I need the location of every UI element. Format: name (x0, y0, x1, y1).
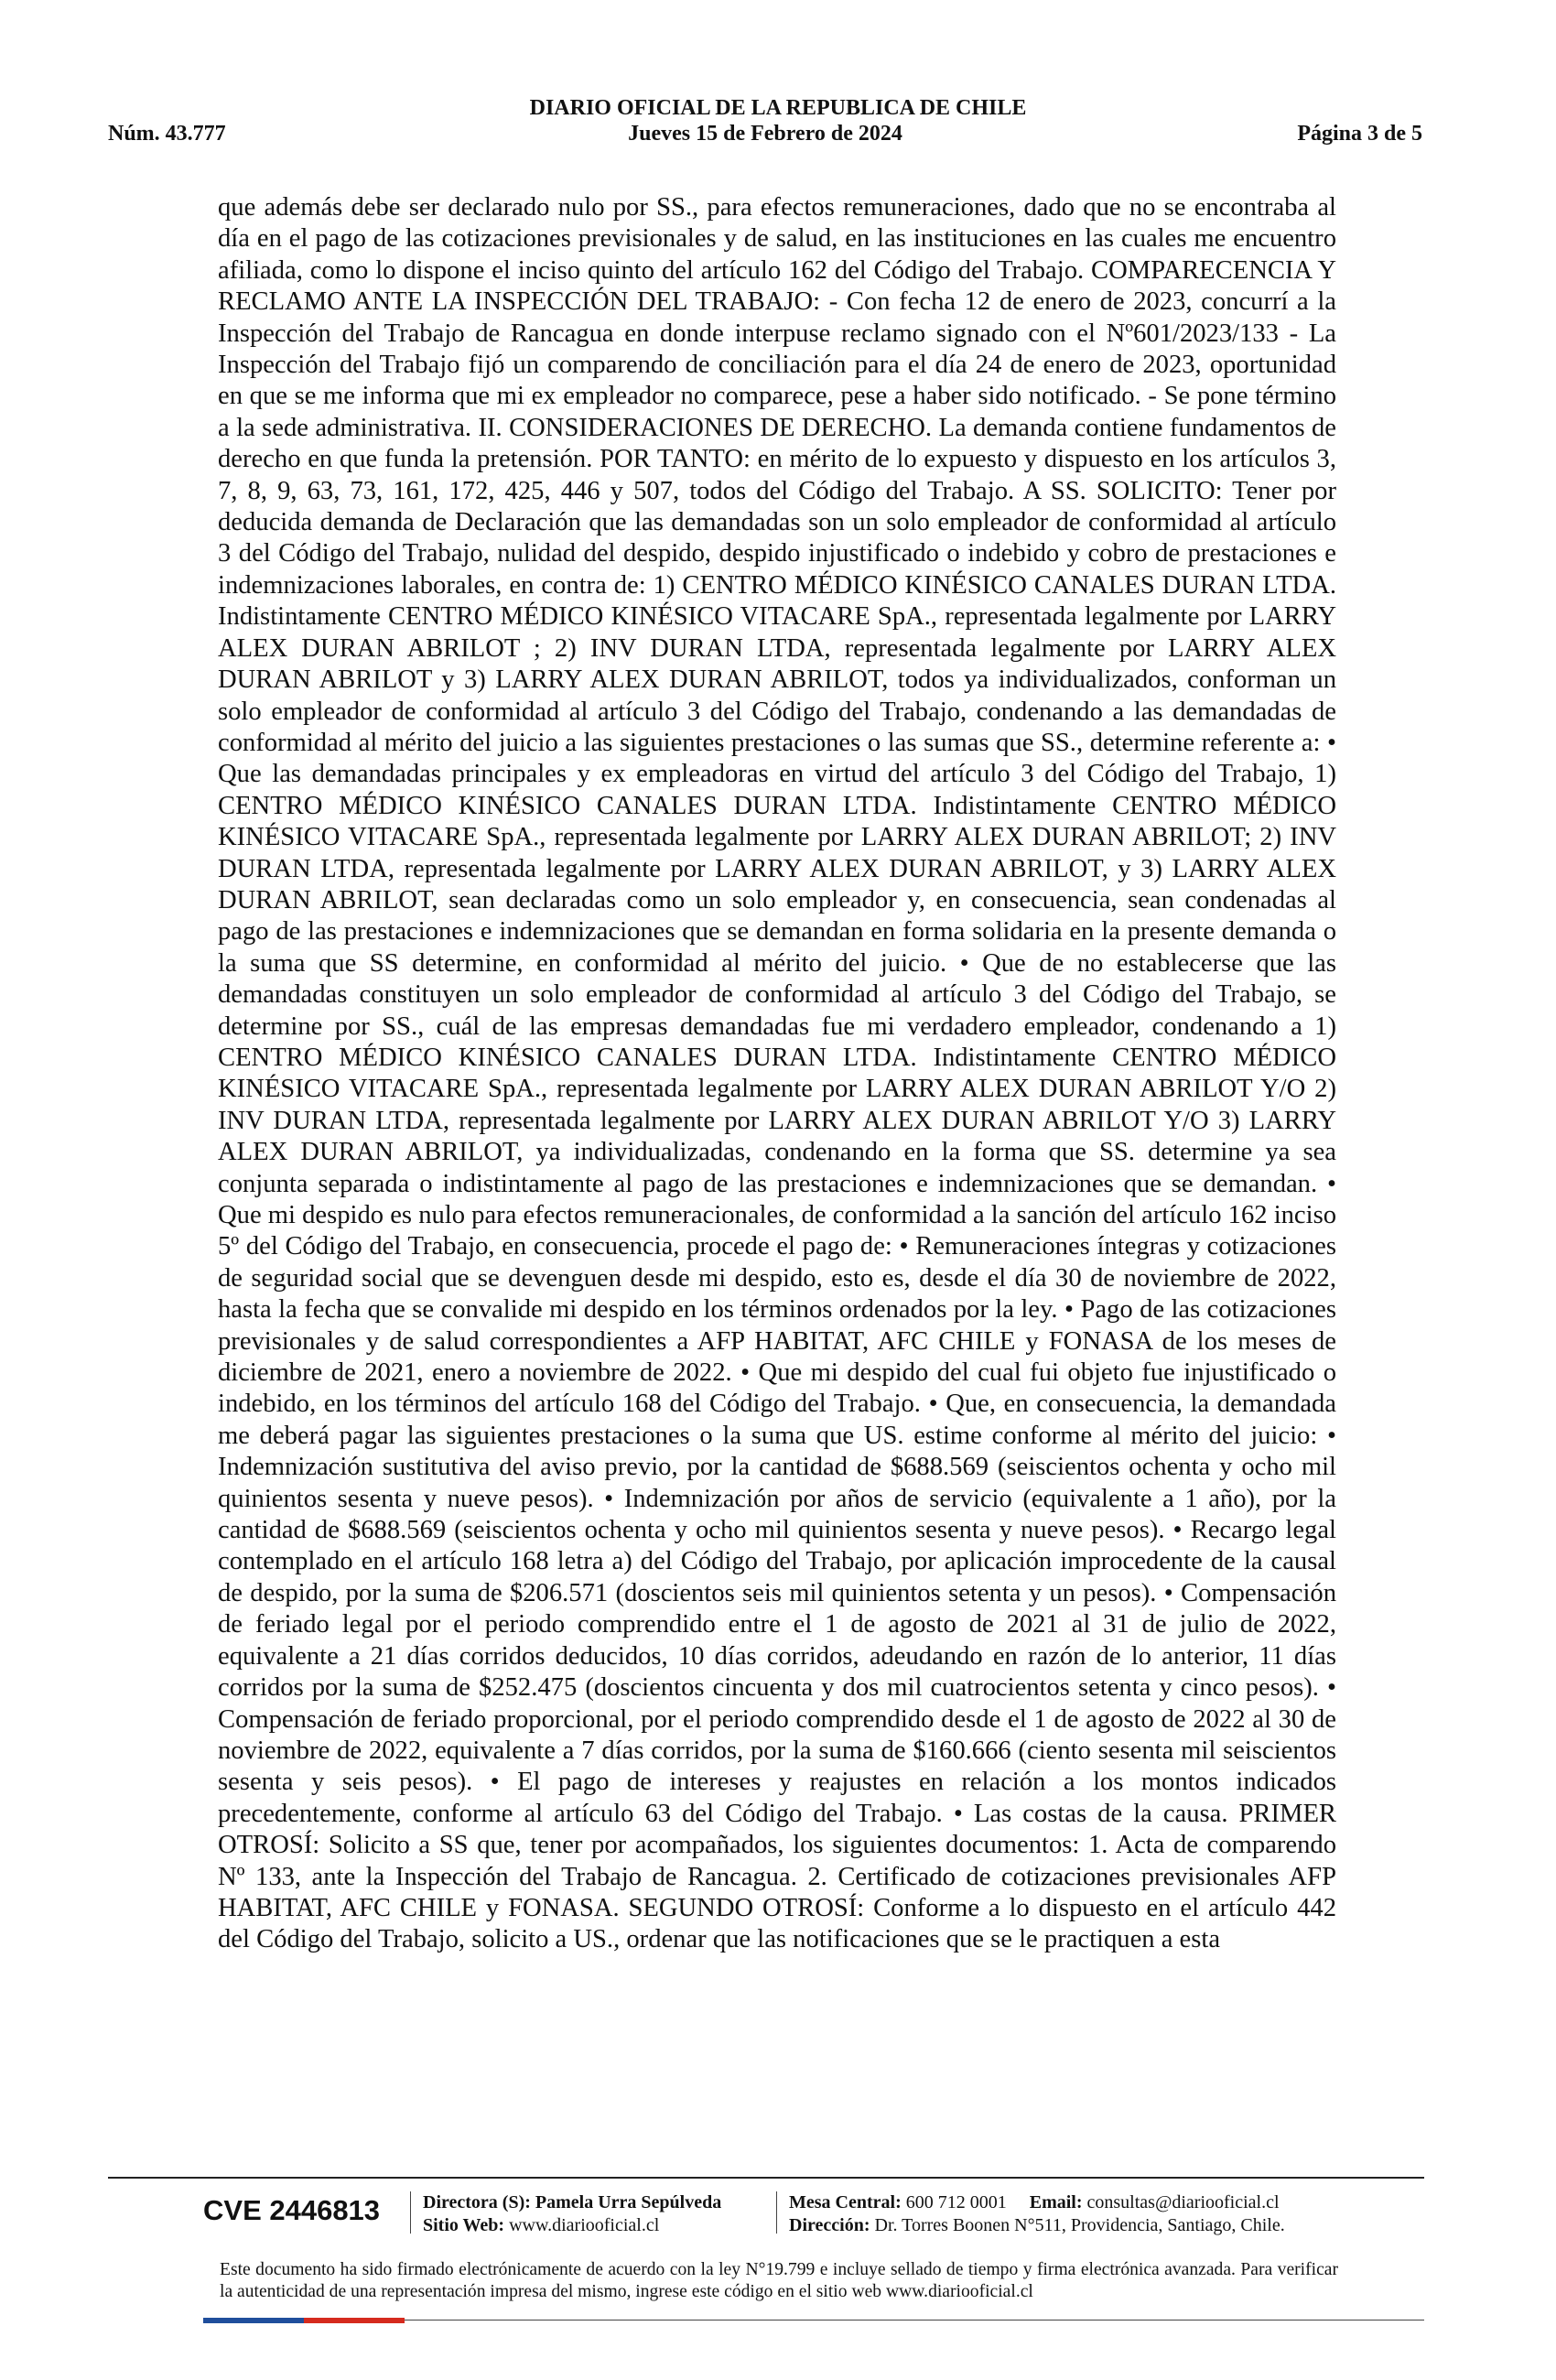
header-title: DIARIO OFICIAL DE LA REPUBLICA DE CHILE (529, 96, 1027, 120)
footer-left-info (423, 2191, 771, 2237)
chile-flag-stripe (203, 2318, 405, 2323)
header-row (108, 121, 1422, 150)
address-value: Dr. Torres Boonen N°511, Providencia, Santiago, Chile. (874, 2215, 1285, 2235)
website-label: Sitio Web: (423, 2215, 505, 2235)
issue-number: Núm. 43.777 (108, 122, 226, 146)
document-body: que además debe ser declarado nulo por SS., para efectos remuneraciones, dado que no se encontraba al día en el pago de las cotizaciones previsionales y de salud, en las instituciones en las cuales me encuentro afiliada, como lo dispone el inciso quinto del artículo 162 del Código del Trabajo. COMPARECENCIA Y RECLAMO ANTE LA INSPECCIÓN DEL TRABAJO: - Con fecha 12 de enero de 2023, concurrí a la Inspección del Trabajo de Rancagua en donde interpuse reclamo signado con el Nº601/2023/133 - La Inspección del Trabajo fijó un comparendo de conciliación para el día 24 de enero de 2023, oportunidad en que se me informa que mi ex empleador no comparece, pese a haber sido notificado. - Se pone término a la sede administrativa. II. CONSIDERACIONES DE DERECHO. La demanda contiene fundamentos de derecho en que funda la pretensión. POR TANTO: en mérito de lo expuesto y dispuesto en los artículos 3, 7, 8, 9, 63, 73, 161, 172, 425, 446 y 507, todos del Código del Trabajo. A SS. SOLICITO: Tener por deducida demanda de Declaración que las demandadas son un solo empleador de conformidad al artículo 3 del Código del Trabajo, nulidad del despido, despido injustificado o indebido y cobro de prestaciones e indemnizaciones laborales, en contra de: 1) CENTRO MÉDICO KINÉSICO CANALES DURAN LTDA. Indistintamente CENTRO MÉDICO KINÉSICO VITACARE SpA., representada legalmente por LARRY ALEX DURAN ABRILOT ; 2) INV DURAN LTDA, representada legalmente por LARRY ALEX DURAN ABRILOT y 3) LARRY ALEX DURAN ABRILOT, todos ya individualizados, conforman un solo empleador de conformidad al artículo 3 del Código del Trabajo, condenando a las demandadas de conformidad al mérito del juicio a las siguientes prestaciones o las sumas que SS., determine referente a: • Que las demandadas principales y ex empleadoras en virtud del artículo 3 del Código del Trabajo, 1) CENTRO MÉDICO KINÉSICO CANALES DURAN LTDA. Indistintamente CENTRO MÉDICO KINÉSICO VITACARE SpA., representada legalmente por LARRY ALEX DURAN ABRILOT; 2) INV DURAN LTDA, representada legalmente por LARRY ALEX DURAN ABRILOT, y 3) LARRY ALEX DURAN ABRILOT, sean declaradas como un solo empleador y, en consecuencia, sean condenadas al pago de las prestaciones e indemnizaciones que se demandan en forma solidaria en la presente demanda o la suma que SS determine, en conformidad al mérito del juicio. • Que de no establecerse que las demandadas constituyen un solo empleador de conformidad al artículo 3 del Código del Trabajo, se determine por SS., cuál de las empresas demandadas fue mi verdadero empleador, condenando a 1) CENTRO MÉDICO KINÉSICO CANALES DURAN LTDA. Indistintamente CENTRO MÉDICO KINÉSICO VITACARE SpA., representada legalmente por LARRY ALEX DURAN ABRILOT Y/O 2) INV DURAN LTDA, representada legalmente por LARRY ALEX DURAN ABRILOT Y/O 3) LARRY ALEX DURAN ABRILOT, ya individualizadas, condenando en la forma que SS. determine ya sea conjunta separada o indistintamente al pago de las prestaciones e indemnizaciones que se demandan. • Que mi despido es nulo para efectos remuneracionales, de conformidad a la sanción del artículo 162 inciso 5º del Código del Trabajo, en consecuencia, procede el pago de: • Remuneraciones íntegras y cotizaciones de seguridad social que se devenguen desde mi despido, esto es, desde el día 30 de noviembre de 2022, hasta la fecha que se convalide mi despido en los términos ordenados por la ley. • Pago de las cotizaciones previsionales y de salud correspondientes a AFP HABITAT, AFC CHILE y FONASA de los meses de diciembre de 2021, enero a noviembre de 2022. • Que mi despido del cual fui objeto fue injustificado o indebido, en los términos del artículo 168 del Código del Trabajo. • Que, en consecuencia, la demandada me deberá pagar las siguientes prestaciones o la suma que US. estime conforme al mérito del juicio: • Indemnización sustitutiva del aviso previo, por la cantidad de $688.569 (seiscientos ochenta y ocho mil quinientos sesenta y nueve pesos). • Indemnización por años de servicio (equivalente a 1 año), por la cantidad de $688.569 (seiscientos ochenta y ocho mil quinientos sesenta y nueve pesos). • Recargo legal contemplado en el artículo 168 letra a) del Código del Trabajo, por aplicación improcedente de la causal de despido, por la suma de $206.571 (doscientos seis mil quinientos setenta y un pesos). • Compensación de feriado legal por el periodo comprendido entre el 1 de agosto de 2021 al 31 de julio de 2022, equivalente a 21 días corridos deducidos, 10 días corridos, adeudando en razón de lo anterior, 11 días corridos por la suma de $252.475 (doscientos cincuenta y dos mil cuatrocientos setenta y cinco pesos). • Compensación de feriado proporcional, por el periodo comprendido desde el 1 de agosto de 2022 al 30 de noviembre de 2022, equivalente a 7 días corridos, por la suma de $160.666 (ciento sesenta mil seiscientos sesenta y seis pesos). • El pago de intereses y reajustes en relación a los montos indicados precedentemente, conforme al artículo 63 del Código del Trabajo. • Las costas de la causa. PRIMER OTROSÍ: Solicito a SS que, tener por acompañados, los siguientes documentos: 1. Acta de comparendo Nº 133, ante la Inspección del Trabajo de Rancagua. 2. Certificado de cotizaciones previsionales AFP HABITAT, AFC CHILE y FONASA. SEGUNDO OTROSÍ: Conforme a lo dispuesto en el artículo 442 del Código del Trabajo, solicito a US., ordenar que las notificaciones que se le practiquen a esta (218, 193, 1336, 1954)
footer-right-info (789, 2191, 1430, 2237)
website-link[interactable]: www.diariooficial.cl (509, 2215, 660, 2235)
cve-code: CVE 2446813 (203, 2194, 381, 2226)
phone-label: Mesa Central: (789, 2192, 902, 2212)
footer-separator (776, 2191, 777, 2234)
legal-notice: Este documento ha sido firmado electrónicamente de acuerdo con la ley N°19.799 e incluye sellado de tiempo y firma electrónica avanzada. Para verificar la autenticidad de una representación impresa del mismo, ingrese este código en el sitio web www.diariooficial.cl (220, 2260, 1338, 2301)
phone-value: 600 712 0001 (905, 2192, 1007, 2212)
address-label: Dirección: (789, 2215, 870, 2235)
email-label: Email: (1029, 2192, 1083, 2212)
flag-red-segment (304, 2318, 405, 2323)
flag-blue-segment (203, 2318, 304, 2323)
footer-separator (410, 2191, 411, 2234)
footer-divider (108, 2177, 1424, 2179)
director-label: Directora (S): Pamela Urra Sepúlveda (423, 2192, 722, 2212)
email-link[interactable]: consultas@diariooficial.cl (1086, 2192, 1280, 2212)
page-number: Página 3 de 5 (1297, 122, 1422, 146)
issue-date: Jueves 15 de Febrero de 2024 (628, 122, 902, 146)
